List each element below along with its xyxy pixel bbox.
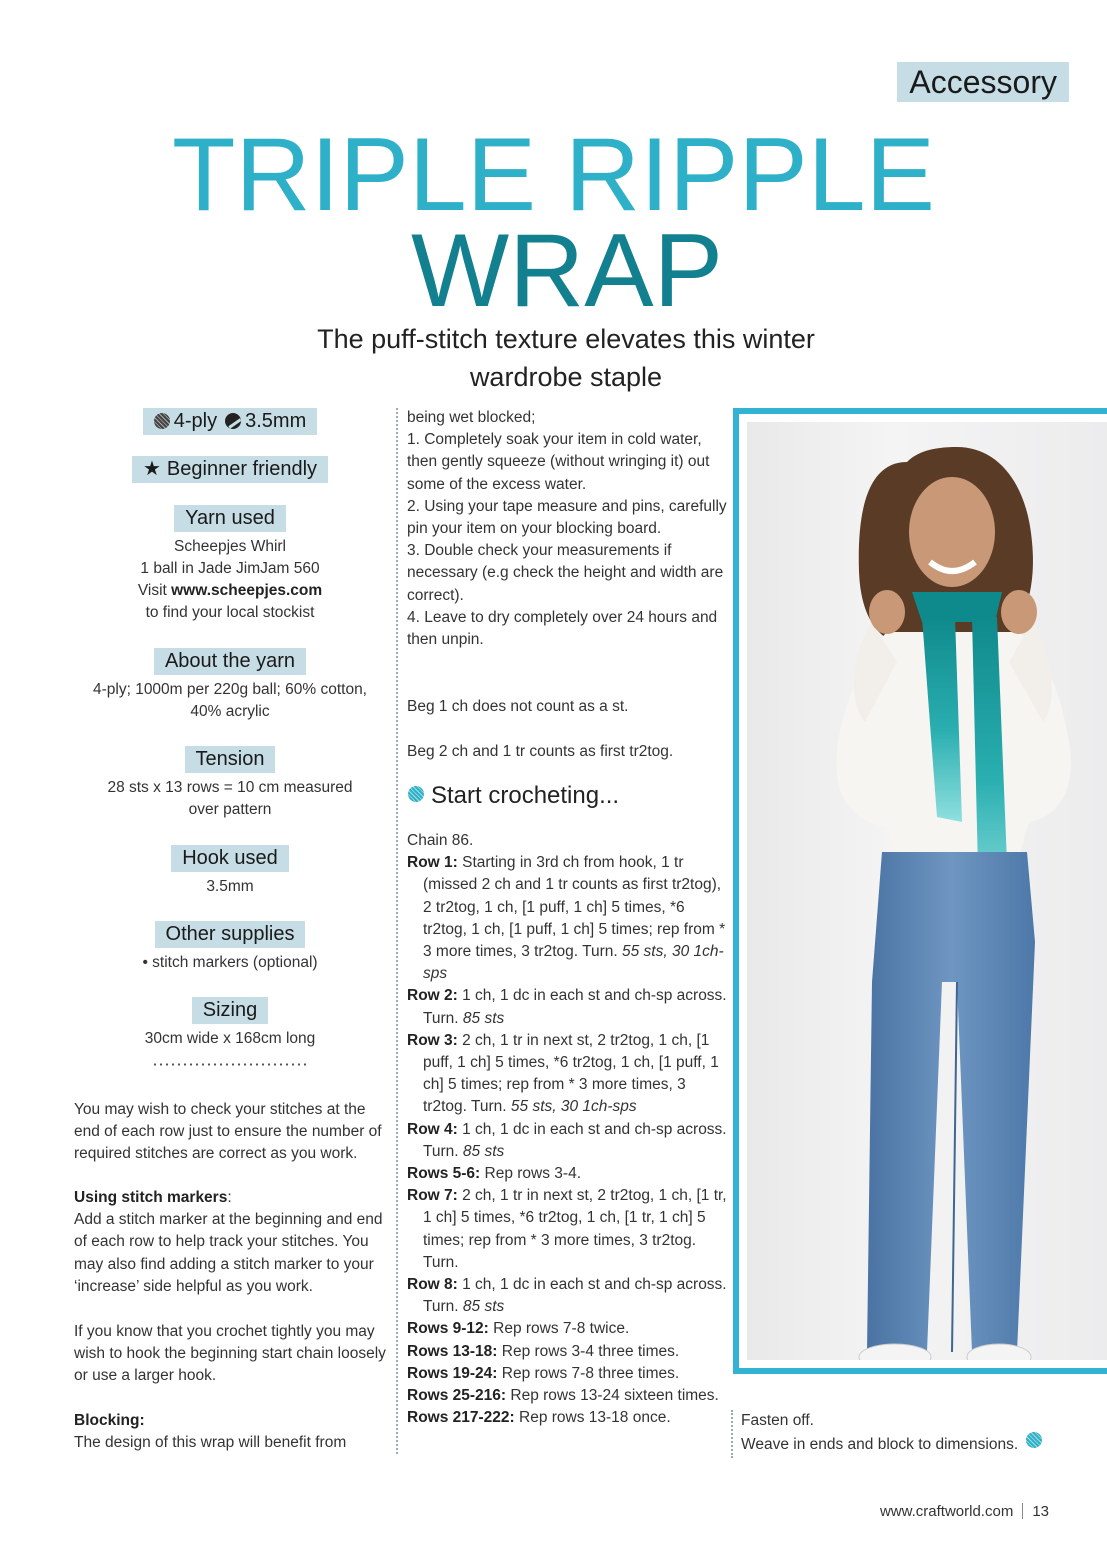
pattern-row — [407, 1274, 727, 1318]
yarn-colour: 1 ball in Jade JimJam 560 — [140, 560, 320, 577]
yarn-weight: 4-ply — [173, 410, 218, 432]
stockist-line: to find your local stockist — [145, 604, 315, 621]
row-text: 1 ch, 1 dc in each st and ch-sp across. Turn. — [423, 1120, 727, 1160]
blocking-heading: Blocking: — [74, 1412, 145, 1429]
hook-size: 3.5mm — [245, 410, 307, 432]
row-text: 2 ch, 1 tr in next st, 2 tr2tog, 1 ch, [1 tr, 1 ch] 5 times, *6 tr2tog, 1 ch, [1 tr, 1 ch] 5 times; rep from * 3 more times, 3 tr2tog. Turn. — [423, 1187, 727, 1271]
row-label: Rows 19-24: — [407, 1364, 498, 1382]
section-heading: Other supplies — [155, 921, 306, 948]
column-rule — [731, 1410, 733, 1458]
markers-text: Add a stitch marker at the beginning and end of each row to help track your stitches. You may also find adding a stitch marker to your ‘increase’ side helpful as you work. — [74, 1211, 383, 1295]
title-line-2: WRAP — [411, 213, 723, 329]
column-rule — [396, 408, 398, 1454]
row-text: Rep rows 3-4 three times. — [497, 1342, 680, 1360]
pattern-row — [407, 1341, 727, 1363]
blocking-step: 2. Using your tape measure and pins, carefully pin your item on your blocking board. — [407, 497, 727, 538]
row-label: Row 1: — [407, 854, 458, 872]
pattern-note-1: Beg 1 ch does not count as a st. — [407, 698, 629, 715]
row-label: Rows 217-222: — [407, 1409, 515, 1427]
markers-heading: Using stitch markers — [74, 1189, 228, 1206]
blocking-continued: being wet blocked; — [407, 409, 536, 426]
title-line-1: TRIPLE RIPPLE — [172, 117, 935, 233]
row-text: Rep rows 3-4. — [480, 1165, 582, 1183]
spec-level — [75, 456, 385, 483]
pattern-row — [407, 1385, 727, 1407]
note-tight-crochet: If you know that you crochet tightly you may wish to hook the beginning start chain loosely or use a larger hook. — [74, 1323, 386, 1385]
note-stitch-markers: Using stitch markers: Add a stitch marker at the beginning and end of each row to help track your stitches. You may also find adding a stitch marker to your ‘increase’ side helpful as you work. — [74, 1187, 394, 1298]
row-text: 1 ch, 1 dc in each st and ch-sp across. Turn. — [423, 987, 727, 1027]
blocking-step: 4. Leave to dry completely over 24 hours and then unpin. — [407, 608, 718, 649]
start-crocheting-heading: Start crocheting... — [408, 780, 619, 812]
row-label: Rows 13-18: — [407, 1342, 498, 1360]
row-label: Row 2: — [407, 987, 458, 1005]
yarn-ball-icon — [408, 786, 424, 802]
stitch-count: 85 sts — [462, 1009, 505, 1027]
row-label: Row 8: — [407, 1276, 458, 1294]
section-text: 28 sts x 13 rows = 10 cm measured over pattern — [107, 779, 353, 818]
footer-site[interactable]: www.craftworld.com — [879, 1503, 1014, 1520]
row-text: 1 ch, 1 dc in each st and ch-sp across. Turn. — [423, 1276, 727, 1316]
row-text: Rep rows 13-24 sixteen times. — [506, 1387, 719, 1405]
section-heading: Tension — [185, 746, 276, 773]
row-label: Rows 5-6: — [407, 1165, 481, 1183]
website-link[interactable]: www.scheepjes.com — [171, 582, 323, 599]
footer-separator — [1022, 1503, 1023, 1519]
section-other-supplies — [75, 921, 385, 974]
section-heading: About the yarn — [154, 648, 306, 675]
subtitle: The puff-stitch texture elevates this winter wardrobe staple — [317, 324, 815, 392]
note-check-stitches: You may wish to check your stitches at the end of each row just to ensure the number of required stitches are correct as you work. — [74, 1101, 382, 1163]
section-heading: Yarn used — [174, 505, 286, 532]
weave-in: Weave in ends and block to dimensions. — [741, 1432, 1071, 1456]
blocking-step: 1. Completely soak your item in cold water, then gently squeeze (without wringing it) out some of the excess water. — [407, 431, 710, 493]
model-photo — [733, 408, 1107, 1374]
skill-level: Beginner friendly — [166, 458, 318, 480]
yarn-ball-icon — [154, 413, 170, 429]
chain-instruction: Chain 86. — [407, 832, 474, 849]
section-sizing — [75, 997, 385, 1050]
page-footer — [880, 1503, 1049, 1520]
row-label: Rows 9-12: — [407, 1320, 489, 1338]
pattern-row — [407, 1185, 727, 1274]
row-text: Rep rows 13-18 once. — [514, 1409, 671, 1427]
blocking-step: 3. Double check your measurements if necessary (e.g check the height and width are correct). — [407, 542, 724, 604]
pattern-row — [407, 1163, 727, 1185]
section-text: 4-ply; 1000m per 220g ball; 60% cotton, 40% acrylic — [92, 681, 367, 720]
pattern-row — [407, 1030, 727, 1119]
end-mark-icon — [1026, 1432, 1042, 1448]
visit-line: Visit www.scheepjes.com — [137, 582, 323, 599]
pattern-rows — [407, 830, 727, 1429]
pattern-row — [407, 1363, 727, 1385]
row-label: Row 4: — [407, 1120, 458, 1138]
section-text: 30cm wide x 168cm long — [144, 1030, 316, 1047]
page-number: 13 — [1032, 1503, 1049, 1520]
star-icon: ★ — [142, 458, 161, 480]
dotted-divider — [152, 1063, 308, 1066]
section-text: 3.5mm — [206, 878, 254, 895]
stitch-count: 85 sts — [462, 1142, 505, 1160]
pattern-note-2: Beg 2 ch and 1 tr counts as first tr2tog. — [407, 743, 674, 760]
row-text: Starting in 3rd ch from hook, 1 tr (missed 2 ch and 1 tr counts as first tr2tog), 2 tr2tog, 1 ch, [1 puff, 1 ch] 5 times, *6 tr2tog, 1 ch, [1 puff, 1 ch] 5 times; rep from * 3 more times, 3 tr2tog. Turn. — [423, 854, 726, 961]
blocking-steps — [407, 407, 727, 651]
note-blocking — [74, 1410, 394, 1454]
row-label: Row 3: — [407, 1031, 458, 1049]
photo-background — [747, 422, 1107, 1360]
row-text: 2 ch, 1 tr in next st, 2 tr2tog, 1 ch, [1 puff, 1 ch] 5 times, *6 tr2tog, 1 ch, [1 puff, 1 ch] 5 times; rep from * 3 more times, 3 tr2tog. Turn. — [423, 1031, 719, 1116]
stitch-count: 85 sts — [462, 1298, 505, 1316]
pattern-row — [407, 1119, 727, 1163]
row-text: Rep rows 7-8 twice. — [488, 1320, 630, 1338]
pattern-row — [407, 1407, 727, 1429]
blocking-text: The design of this wrap will benefit from — [74, 1434, 347, 1452]
section-heading: Sizing — [192, 997, 268, 1024]
category-tag: Accessory — [897, 62, 1069, 102]
row-label: Rows 25-216: — [407, 1387, 507, 1405]
model-illustration — [747, 422, 1107, 1360]
stitch-count: 55 sts, 30 1ch-sps — [510, 1098, 637, 1116]
fasten-off: Fasten off. — [741, 1412, 814, 1429]
hook-icon — [225, 413, 241, 429]
yarn-name: Scheepjes Whirl — [174, 538, 286, 555]
finishing-instructions — [741, 1410, 1071, 1456]
pattern-row — [407, 852, 727, 985]
pattern-row — [407, 985, 727, 1029]
section-hook-used — [75, 845, 385, 898]
stitch-count: 55 sts, 30 1ch-sps — [423, 943, 724, 983]
section-text: • stitch markers (optional) — [142, 954, 318, 971]
section-yarn-used — [75, 505, 385, 624]
section-tension — [75, 746, 385, 821]
spec-weight-hook — [75, 408, 385, 435]
section-about-yarn — [75, 648, 385, 723]
pattern-row — [407, 1318, 727, 1340]
row-label: Row 7: — [407, 1187, 458, 1205]
section-heading: Hook used — [171, 845, 289, 872]
row-text: Rep rows 7-8 three times. — [497, 1364, 680, 1382]
